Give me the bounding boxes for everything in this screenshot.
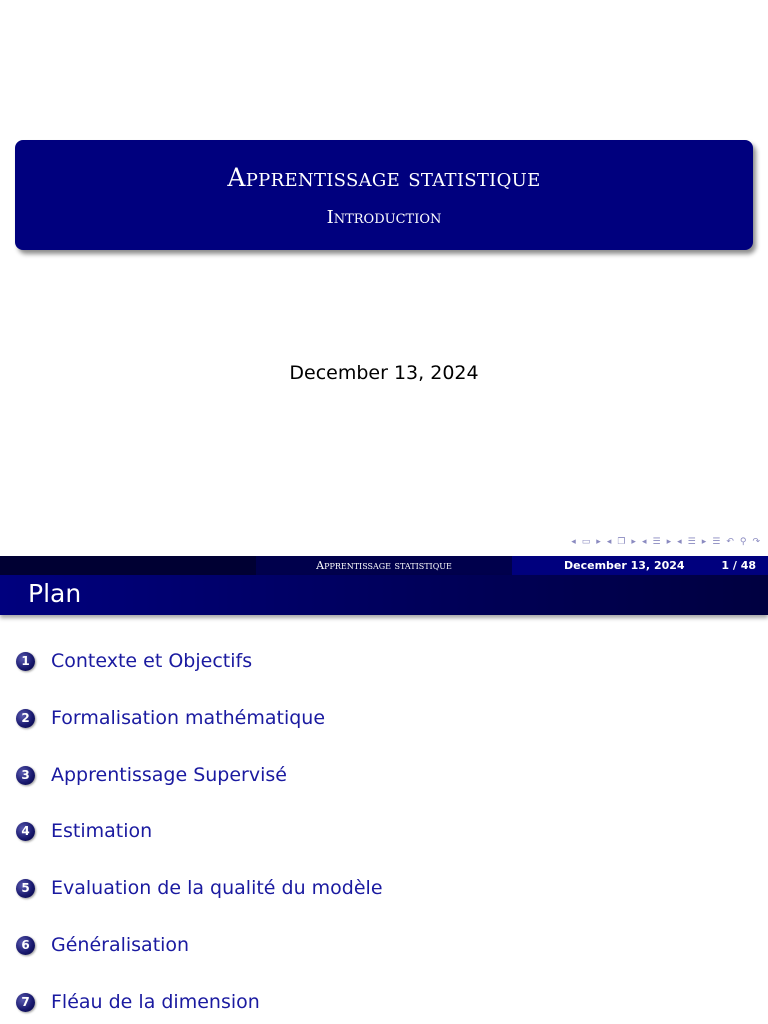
footer-bar (0, 556, 768, 575)
footer-info-segment (512, 556, 768, 575)
toc-item[interactable] (16, 820, 152, 842)
footer-page-number: 1 / 48 (721, 559, 756, 572)
toc-item[interactable] (16, 934, 189, 956)
nav-next-frame-icon[interactable]: ▸ (596, 537, 601, 547)
toc-item-number: 7 (16, 993, 35, 1012)
nav-prev-section-icon[interactable]: ◂ (641, 537, 647, 547)
toc-item[interactable] (16, 877, 383, 899)
toc-item[interactable] (16, 991, 260, 1013)
presentation-title: Apprentissage statistique (227, 163, 541, 192)
nav-next-section2-icon[interactable]: ▸ (701, 537, 707, 547)
nav-subsection-icon[interactable]: ❐ (617, 537, 626, 547)
toc-item-number: 1 (16, 652, 35, 671)
presentation-subtitle: Introduction (326, 207, 442, 228)
presentation-date: December 13, 2024 (289, 362, 479, 384)
nav-doc-icon[interactable]: ☰ (712, 537, 721, 547)
footer-title: Apprentissage statistique (256, 556, 512, 575)
nav-prev-section2-icon[interactable]: ◂ (677, 537, 682, 547)
nav-zoom-icon[interactable]: ⚲ (739, 537, 747, 547)
footer-author-segment (0, 556, 256, 575)
toc-item-number: 4 (16, 822, 35, 841)
toc-item-label[interactable]: Apprentissage Supervisé (51, 764, 287, 786)
nav-section2-icon[interactable]: ☰ (687, 537, 696, 547)
toc-item[interactable] (16, 650, 252, 672)
toc-item-label[interactable]: Formalisation mathématique (51, 707, 326, 729)
title-box (15, 140, 753, 250)
nav-next-section-icon[interactable]: ▸ (666, 537, 672, 547)
toc-item-label[interactable]: Fléau de la dimension (51, 991, 260, 1013)
toc-item-number: 6 (16, 936, 35, 955)
frame-title-bar (0, 575, 768, 615)
toc-item-number: 2 (16, 709, 35, 728)
nav-forward-icon[interactable]: ↷ (752, 537, 760, 547)
footer-date: December 13, 2024 (564, 559, 685, 572)
nav-section-icon[interactable]: ☰ (652, 537, 661, 547)
toc-item[interactable] (16, 764, 287, 786)
nav-prev-frame-icon[interactable]: ◂ (571, 537, 576, 547)
nav-frame-icon[interactable]: ▭ (581, 537, 591, 547)
frame-title: Plan (28, 579, 82, 608)
toc-item-number: 5 (16, 879, 35, 898)
toc-item-number: 3 (16, 766, 35, 785)
toc-item-label[interactable]: Estimation (51, 820, 153, 842)
nav-prev-subsection-icon[interactable]: ◂ (606, 537, 612, 547)
toc-item-label[interactable]: Contexte et Objectifs (51, 650, 253, 672)
toc-item[interactable] (16, 707, 325, 729)
nav-back-icon[interactable]: ↶ (726, 537, 734, 547)
toc-item-label[interactable]: Généralisation (51, 934, 190, 956)
toc-item-label[interactable]: Evaluation de la qualité du modèle (51, 877, 383, 899)
beamer-navigation-symbols (571, 537, 760, 547)
nav-next-subsection-icon[interactable]: ▸ (631, 537, 636, 547)
